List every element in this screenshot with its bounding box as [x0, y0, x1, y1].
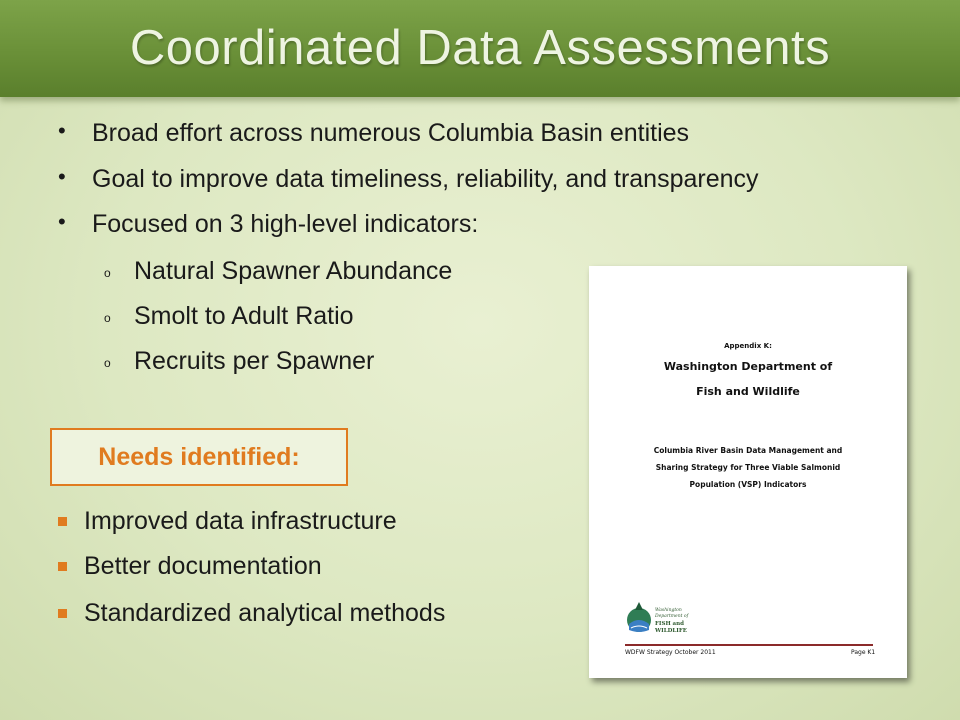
- logo-text-wildlife: WILDLIFE: [655, 628, 687, 634]
- needs-identified-label: Needs identified:: [98, 443, 300, 471]
- sub-bullet-text: Recruits per Spawner: [134, 347, 375, 375]
- bullet-dot-icon: •: [58, 164, 66, 189]
- doc-subtitle-line2: Sharing Strategy for Three Viable Salmonid: [655, 463, 841, 472]
- logo-text-department: Department of: [655, 614, 689, 619]
- doc-footer-right: Page K1: [851, 649, 876, 656]
- needs-item-text: Standardized analytical methods: [84, 599, 446, 627]
- needs-identified-box: [50, 428, 348, 486]
- doc-org-line2: Fish and Wildlife: [696, 385, 800, 398]
- wdfw-logo-icon: [625, 598, 695, 640]
- square-bullet-icon: [58, 609, 67, 618]
- logo-text-fish: FISH and: [655, 621, 684, 627]
- bullet-dot-icon: •: [58, 209, 66, 234]
- needs-item-text: Better documentation: [84, 552, 322, 580]
- square-bullet-icon: [58, 517, 67, 526]
- circle-bullet-icon: o: [104, 266, 111, 280]
- bullet-text: Focused on 3 high-level indicators:: [92, 210, 479, 238]
- doc-subtitle-line3: Population (VSP) Indicators: [689, 480, 807, 489]
- needs-item-text: Improved data infrastructure: [84, 507, 397, 535]
- sub-bullet-text: Smolt to Adult Ratio: [134, 302, 354, 330]
- doc-footer-left: WDFW Strategy October 2011: [625, 649, 716, 656]
- slide-title: Coordinated Data Assessments: [129, 21, 831, 75]
- square-bullet-icon: [58, 562, 67, 571]
- logo-text-washington: Washington: [655, 608, 682, 613]
- sub-bullet-text: Natural Spawner Abundance: [134, 257, 453, 285]
- document-thumbnail: [589, 266, 907, 678]
- doc-subtitle-line1: Columbia River Basin Data Management and: [653, 446, 843, 455]
- doc-footer-divider: [625, 644, 873, 646]
- bullet-text: Goal to improve data timeliness, reliability, and transparency: [92, 165, 759, 193]
- circle-bullet-icon: o: [104, 356, 111, 370]
- bullet-dot-icon: •: [58, 118, 66, 143]
- bullet-text: Broad effort across numerous Columbia Basin entities: [92, 119, 690, 147]
- doc-org-line1: Washington Department of: [663, 360, 833, 373]
- doc-appendix: Appendix K:: [724, 342, 772, 350]
- circle-bullet-icon: o: [104, 311, 111, 325]
